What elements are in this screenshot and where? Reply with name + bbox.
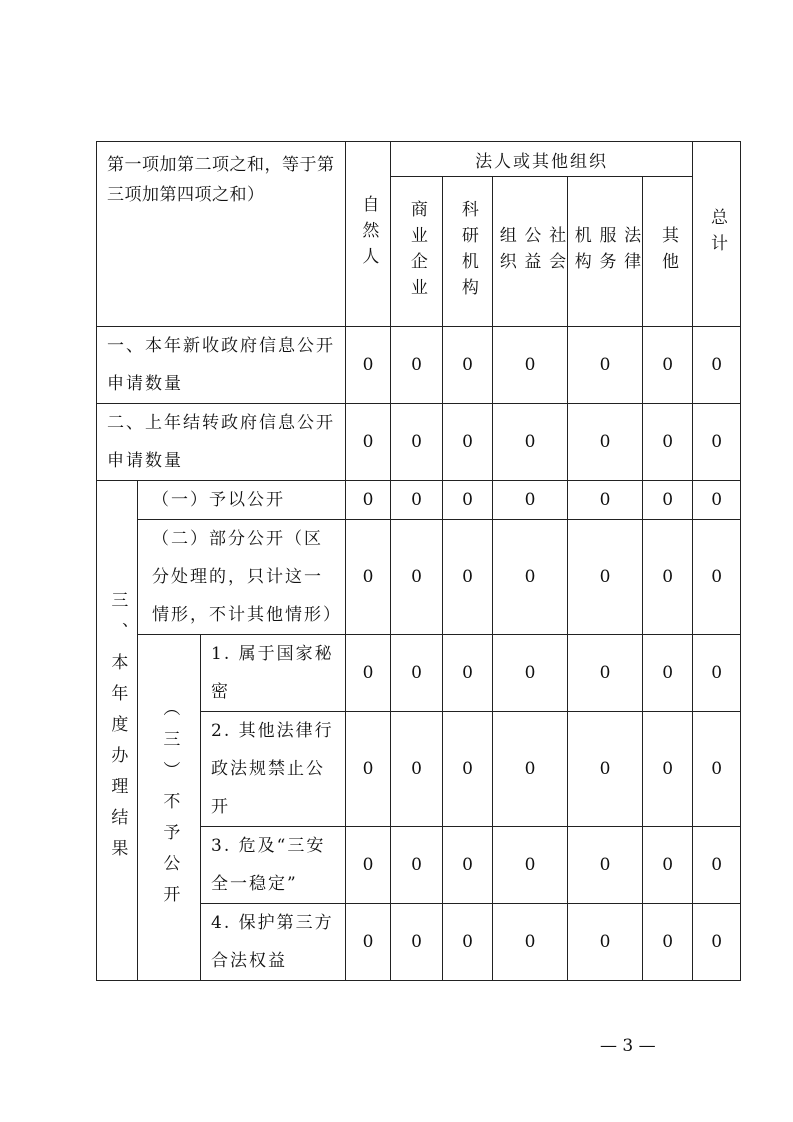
- cell: 0: [643, 520, 693, 635]
- cell: 0: [568, 635, 643, 712]
- cell: 0: [693, 635, 741, 712]
- table-row: [97, 404, 741, 481]
- gov-info-table: [96, 141, 741, 981]
- cell: 0: [493, 327, 568, 404]
- cell: 0: [643, 904, 693, 981]
- table-row: [97, 327, 741, 404]
- cell: 0: [391, 904, 443, 981]
- cell: 0: [693, 327, 741, 404]
- cell: 0: [391, 481, 443, 520]
- table-row: [97, 520, 741, 635]
- cell: 0: [391, 404, 443, 481]
- cell: 0: [568, 904, 643, 981]
- cell: 0: [568, 404, 643, 481]
- cell: 0: [643, 635, 693, 712]
- cell: 0: [443, 904, 493, 981]
- cell: 0: [568, 827, 643, 904]
- cell: 0: [391, 827, 443, 904]
- row-label: 一、本年新收政府信息公开申请数量: [97, 327, 346, 404]
- cell: 0: [391, 327, 443, 404]
- cell: 0: [346, 712, 391, 827]
- row-label: 1. 属于国家秘密: [201, 635, 346, 712]
- row-label: （二）部分公开（区分处理的，只计这一情形，不计其他情形）: [138, 520, 346, 635]
- cell: 0: [643, 712, 693, 827]
- cell: 0: [391, 635, 443, 712]
- cell: 0: [493, 827, 568, 904]
- cell: 0: [693, 404, 741, 481]
- cell: 0: [346, 404, 391, 481]
- cell: 0: [443, 481, 493, 520]
- row-label: 二、上年结转政府信息公开申请数量: [97, 404, 346, 481]
- cell: 0: [346, 904, 391, 981]
- cell: 0: [391, 520, 443, 635]
- cell: 0: [568, 520, 643, 635]
- cell: 0: [643, 327, 693, 404]
- header-natural-person: 自然人: [346, 142, 391, 327]
- header-caption: 第一项加第二项之和，等于第三项加第四项之和）: [97, 142, 346, 327]
- cell: 0: [493, 635, 568, 712]
- cell: 0: [443, 520, 493, 635]
- table-row: [97, 481, 741, 520]
- cell: 0: [643, 481, 693, 520]
- page-number: — 3 —: [600, 1036, 656, 1056]
- not-open-label: （三）不予公开: [138, 635, 201, 981]
- cell: 0: [568, 481, 643, 520]
- row-label: （一）予以公开: [138, 481, 346, 520]
- header-other: 其他: [643, 177, 693, 327]
- cell: 0: [493, 712, 568, 827]
- cell: 0: [346, 520, 391, 635]
- cell: 0: [346, 827, 391, 904]
- row-label: 2. 其他法律行政法规禁止公开: [201, 712, 346, 827]
- cell: 0: [346, 481, 391, 520]
- cell: 0: [693, 904, 741, 981]
- cell: 0: [493, 481, 568, 520]
- header-commercial: 商业企业: [391, 177, 443, 327]
- cell: 0: [391, 712, 443, 827]
- cell: 0: [693, 520, 741, 635]
- section-three-label: 三、本年度办理结果: [97, 481, 138, 981]
- header-research: 科研机构: [443, 177, 493, 327]
- cell: 0: [346, 635, 391, 712]
- row-label: 4. 保护第三方合法权益: [201, 904, 346, 981]
- cell: 0: [568, 712, 643, 827]
- cell: 0: [346, 327, 391, 404]
- cell: 0: [493, 904, 568, 981]
- cell: 0: [693, 481, 741, 520]
- header-total: 总计: [693, 142, 741, 327]
- cell: 0: [443, 827, 493, 904]
- cell: 0: [643, 404, 693, 481]
- row-label: 3. 危及“三安全一稳定”: [201, 827, 346, 904]
- cell: 0: [643, 827, 693, 904]
- header-public-welfare: 社会 公益 组织: [493, 177, 568, 327]
- cell: 0: [568, 327, 643, 404]
- cell: 0: [493, 404, 568, 481]
- table-row: [97, 635, 741, 712]
- header-legal-group: 法人或其他组织: [391, 142, 693, 177]
- cell: 0: [443, 712, 493, 827]
- cell: 0: [443, 327, 493, 404]
- header-legal-service: 法律 服务 机构: [568, 177, 643, 327]
- cell: 0: [443, 404, 493, 481]
- cell: 0: [693, 712, 741, 827]
- cell: 0: [443, 635, 493, 712]
- cell: 0: [493, 520, 568, 635]
- cell: 0: [693, 827, 741, 904]
